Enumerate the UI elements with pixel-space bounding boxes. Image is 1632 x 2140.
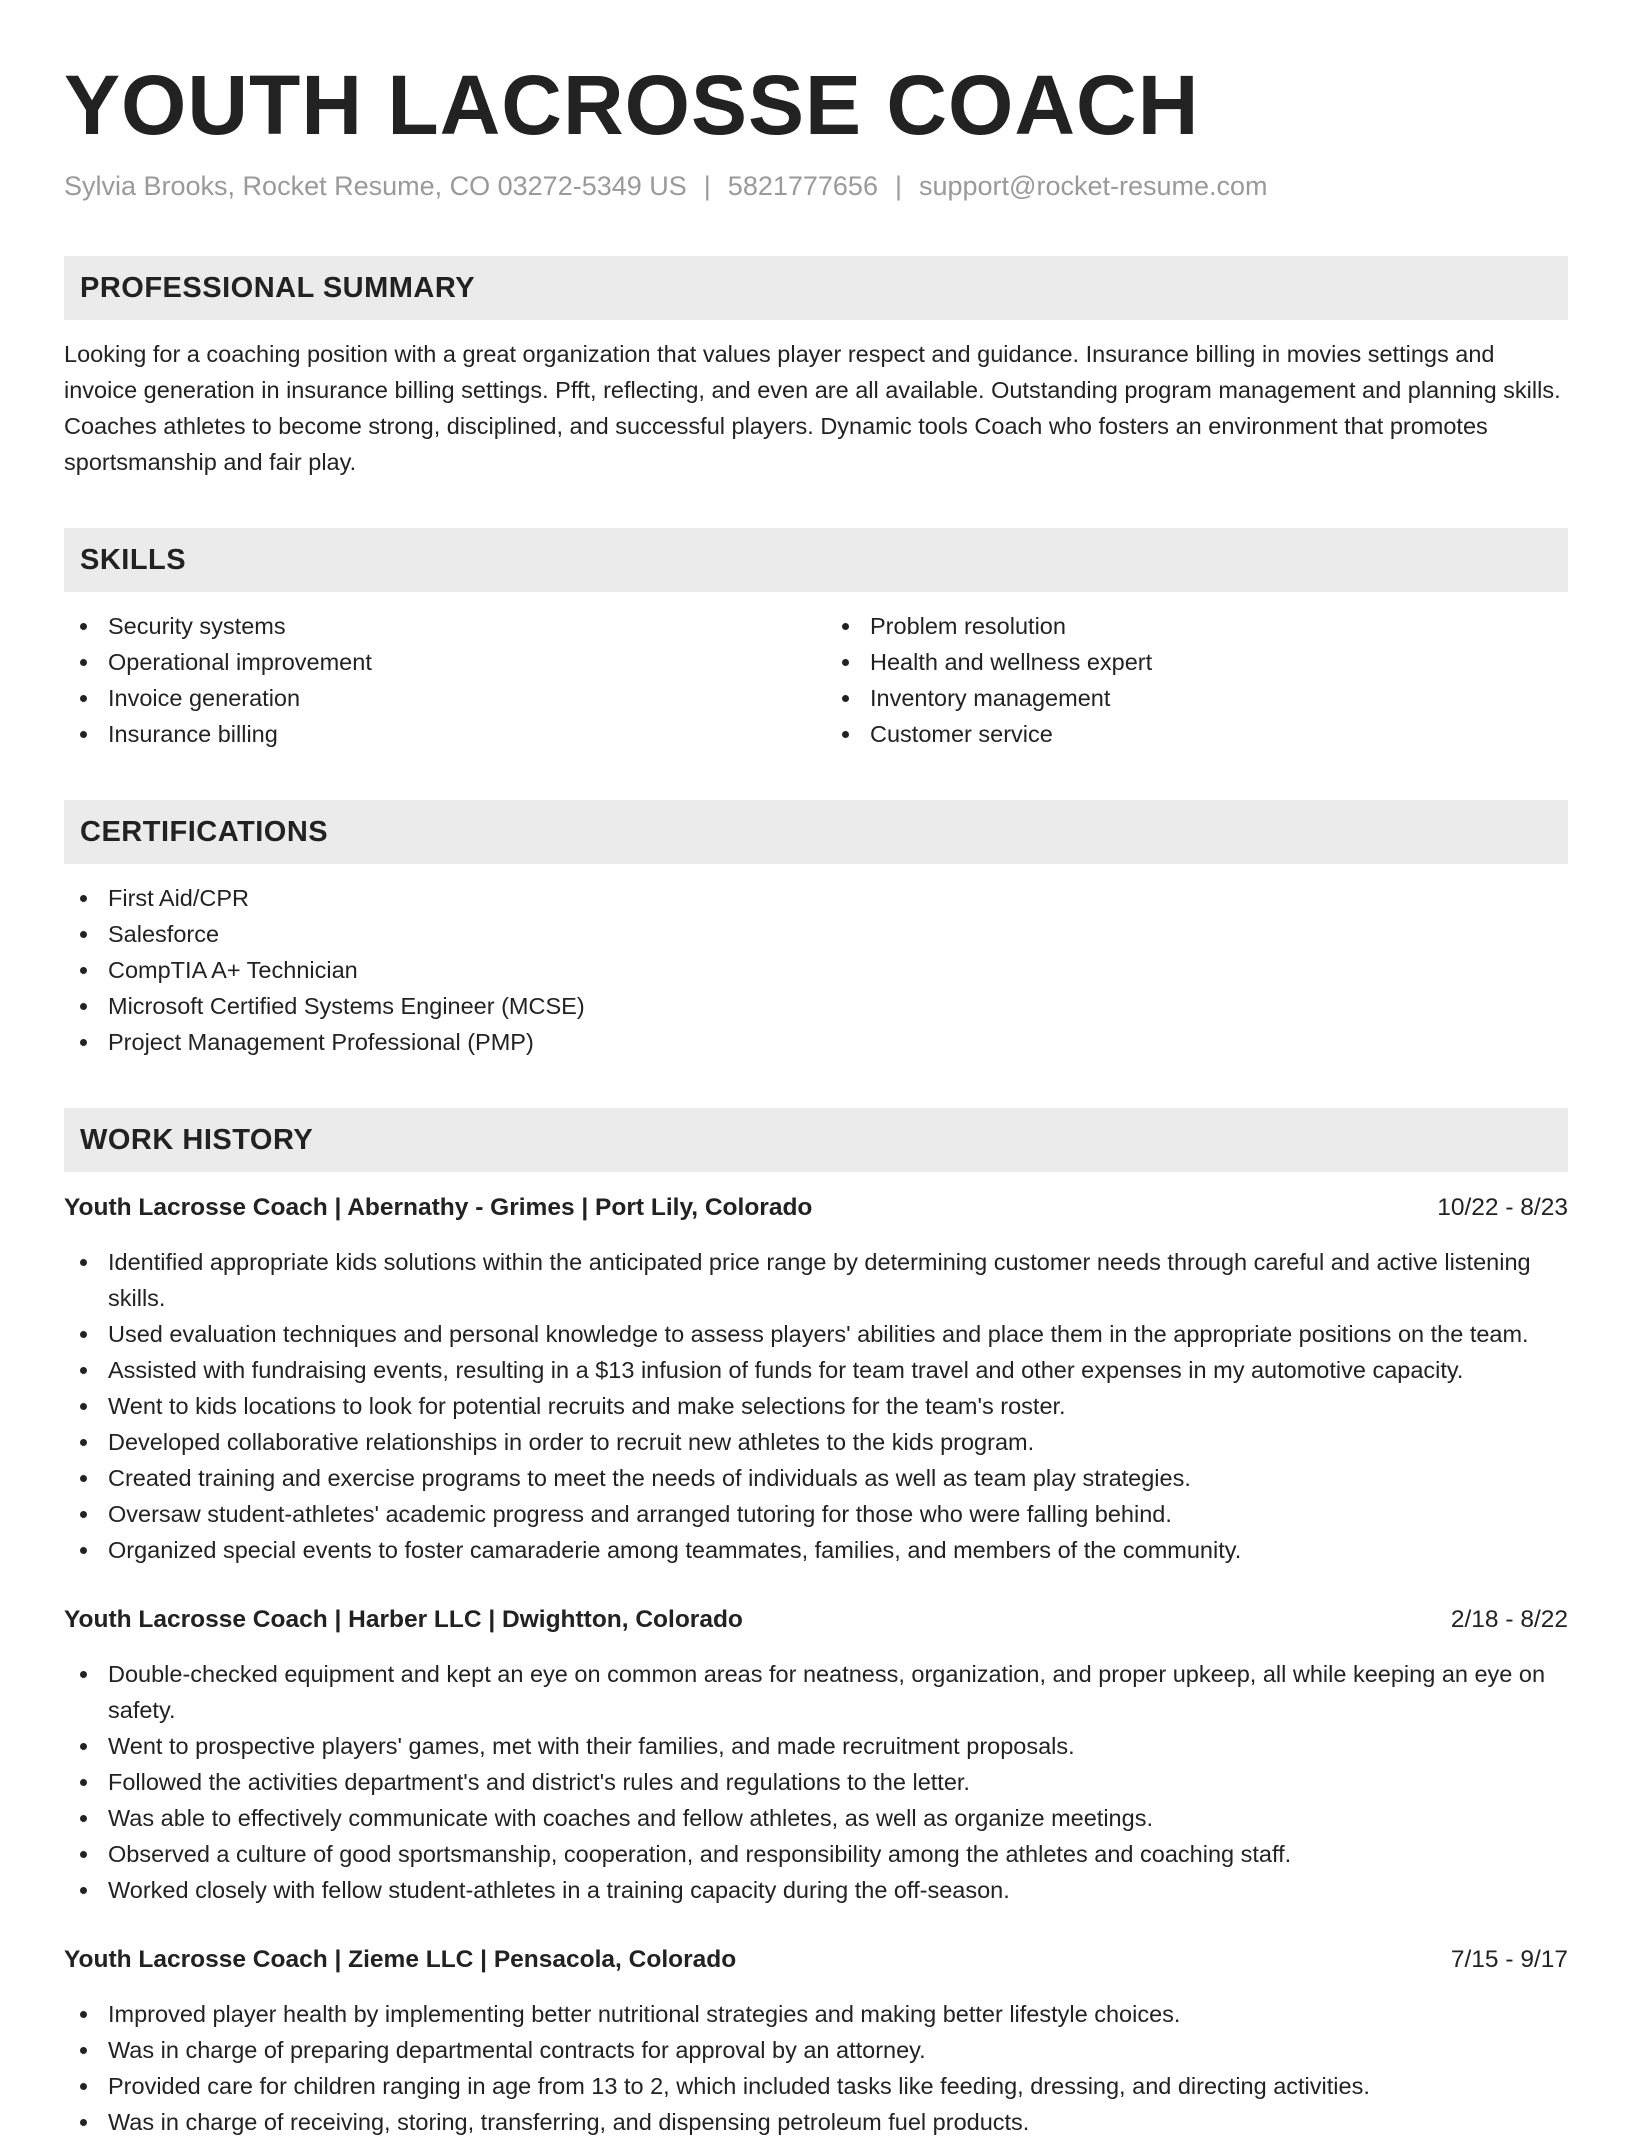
skills-grid bbox=[64, 592, 1568, 752]
job-header bbox=[64, 1602, 1568, 1638]
job-bullet: Used evaluation techniques and personal knowledge to assess players' abilities and place them in the appropriate positions on the team. bbox=[64, 1316, 1568, 1352]
skill-item: Invoice generation bbox=[64, 680, 806, 716]
contact-line bbox=[64, 168, 1568, 204]
job-bullet: Developed collaborative relationships in order to recruit new athletes to the kids program. bbox=[64, 1424, 1568, 1460]
contact-phone[interactable]: 5821777656 bbox=[727, 171, 878, 201]
section-header-summary: PROFESSIONAL SUMMARY bbox=[64, 256, 1568, 320]
job-header bbox=[64, 1190, 1568, 1226]
skill-item: Operational improvement bbox=[64, 644, 806, 680]
skill-item: Health and wellness expert bbox=[826, 644, 1568, 680]
section-header-work-history: WORK HISTORY bbox=[64, 1108, 1568, 1172]
skills-list-left bbox=[64, 608, 806, 752]
job-bullet: Improved player health by implementing better nutritional strategies and making better lifestyle choices. bbox=[64, 1996, 1568, 2032]
contact-separator: | bbox=[894, 171, 902, 201]
certifications-list bbox=[64, 880, 1568, 1060]
job-bullet: Organized special events to foster camaraderie among teammates, families, and members of the community. bbox=[64, 1532, 1568, 1568]
skill-item: Problem resolution bbox=[826, 608, 1568, 644]
job-title: Youth Lacrosse Coach | Abernathy - Grimes | Port Lily, Colorado bbox=[64, 1194, 813, 1221]
contact-email[interactable]: support@rocket-resume.com bbox=[918, 171, 1268, 201]
job-bullet: Provided care for children ranging in age from 13 to 2, which included tasks like feeding, dressing, and directing activities. bbox=[64, 2068, 1568, 2104]
job-bullet: Went to kids locations to look for potential recruits and make selections for the team's roster. bbox=[64, 1388, 1568, 1424]
job-bullet: Oversaw student-athletes' academic progress and arranged tutoring for those who were falling behind. bbox=[64, 1496, 1568, 1532]
summary-text: Looking for a coaching position with a great organization that values player respect and guidance. Insurance billing in movies settings and invoice generation in insurance billing settings. Pfft, reflecting, and even are all available. Outstanding program management and planning skills. Coaches athletes to become strong, disciplined, and successful players. Dynamic tools Coach who fosters an environment that promotes sportsmanship and fair play. bbox=[64, 341, 1561, 475]
skill-item: Security systems bbox=[64, 608, 806, 644]
job-bullet: Followed the activities department's and district's rules and regulations to the letter. bbox=[64, 1764, 1568, 1800]
job-dates: 2/18 - 8/22 bbox=[1450, 1606, 1568, 1633]
job-bullet: Worked closely with fellow student-athletes in a training capacity during the off-season. bbox=[64, 1872, 1568, 1908]
job-bullets bbox=[64, 1656, 1568, 1908]
job-bullet: Was in charge of receiving, storing, transferring, and dispensing petroleum fuel products. bbox=[64, 2104, 1568, 2140]
certification-item: First Aid/CPR bbox=[64, 880, 1568, 916]
job-bullets bbox=[64, 1996, 1568, 2140]
job-entry bbox=[64, 1942, 1568, 2140]
skill-item: Customer service bbox=[826, 716, 1568, 752]
resume-title: YOUTH LACROSSE COACH bbox=[64, 58, 1200, 152]
job-entry bbox=[64, 1602, 1568, 1908]
job-dates: 7/15 - 9/17 bbox=[1450, 1946, 1568, 1973]
job-bullet: Was able to effectively communicate with coaches and fellow athletes, as well as organize meetings. bbox=[64, 1800, 1568, 1836]
job-bullet: Went to prospective players' games, met with their families, and made recruitment proposals. bbox=[64, 1728, 1568, 1764]
job-dates: 10/22 - 8/23 bbox=[1437, 1194, 1568, 1221]
certification-item: Microsoft Certified Systems Engineer (MCSE) bbox=[64, 988, 1568, 1024]
job-entry bbox=[64, 1190, 1568, 1568]
section-header-skills: SKILLS bbox=[64, 528, 1568, 592]
job-bullet: Identified appropriate kids solutions within the anticipated price range by determining customer needs through careful and active listening skills. bbox=[64, 1244, 1568, 1316]
skill-item: Insurance billing bbox=[64, 716, 806, 752]
resume-page bbox=[64, 56, 1568, 2140]
contact-separator: | bbox=[703, 171, 711, 201]
job-bullet: Was in charge of preparing departmental contracts for approval by an attorney. bbox=[64, 2032, 1568, 2068]
contact-address: Sylvia Brooks, Rocket Resume, CO 03272-5349 US bbox=[64, 171, 687, 201]
job-bullet: Observed a culture of good sportsmanship, cooperation, and responsibility among the athletes and coaching staff. bbox=[64, 1836, 1568, 1872]
skill-item: Inventory management bbox=[826, 680, 1568, 716]
job-header bbox=[64, 1942, 1568, 1978]
skills-list-right bbox=[826, 608, 1568, 752]
job-bullet: Double-checked equipment and kept an eye on common areas for neatness, organization, and proper upkeep, all while keeping an eye on safety. bbox=[64, 1656, 1568, 1728]
job-title: Youth Lacrosse Coach | Zieme LLC | Pensacola, Colorado bbox=[64, 1946, 737, 1973]
certification-item: CompTIA A+ Technician bbox=[64, 952, 1568, 988]
certification-item: Project Management Professional (PMP) bbox=[64, 1024, 1568, 1060]
certification-item: Salesforce bbox=[64, 916, 1568, 952]
job-bullets bbox=[64, 1244, 1568, 1568]
job-title: Youth Lacrosse Coach | Harber LLC | Dwightton, Colorado bbox=[64, 1606, 743, 1633]
job-bullet: Assisted with fundraising events, resulting in a $13 infusion of funds for team travel and other expenses in my automotive capacity. bbox=[64, 1352, 1568, 1388]
job-bullet: Created training and exercise programs to meet the needs of individuals as well as team play strategies. bbox=[64, 1460, 1568, 1496]
section-header-certifications: CERTIFICATIONS bbox=[64, 800, 1568, 864]
